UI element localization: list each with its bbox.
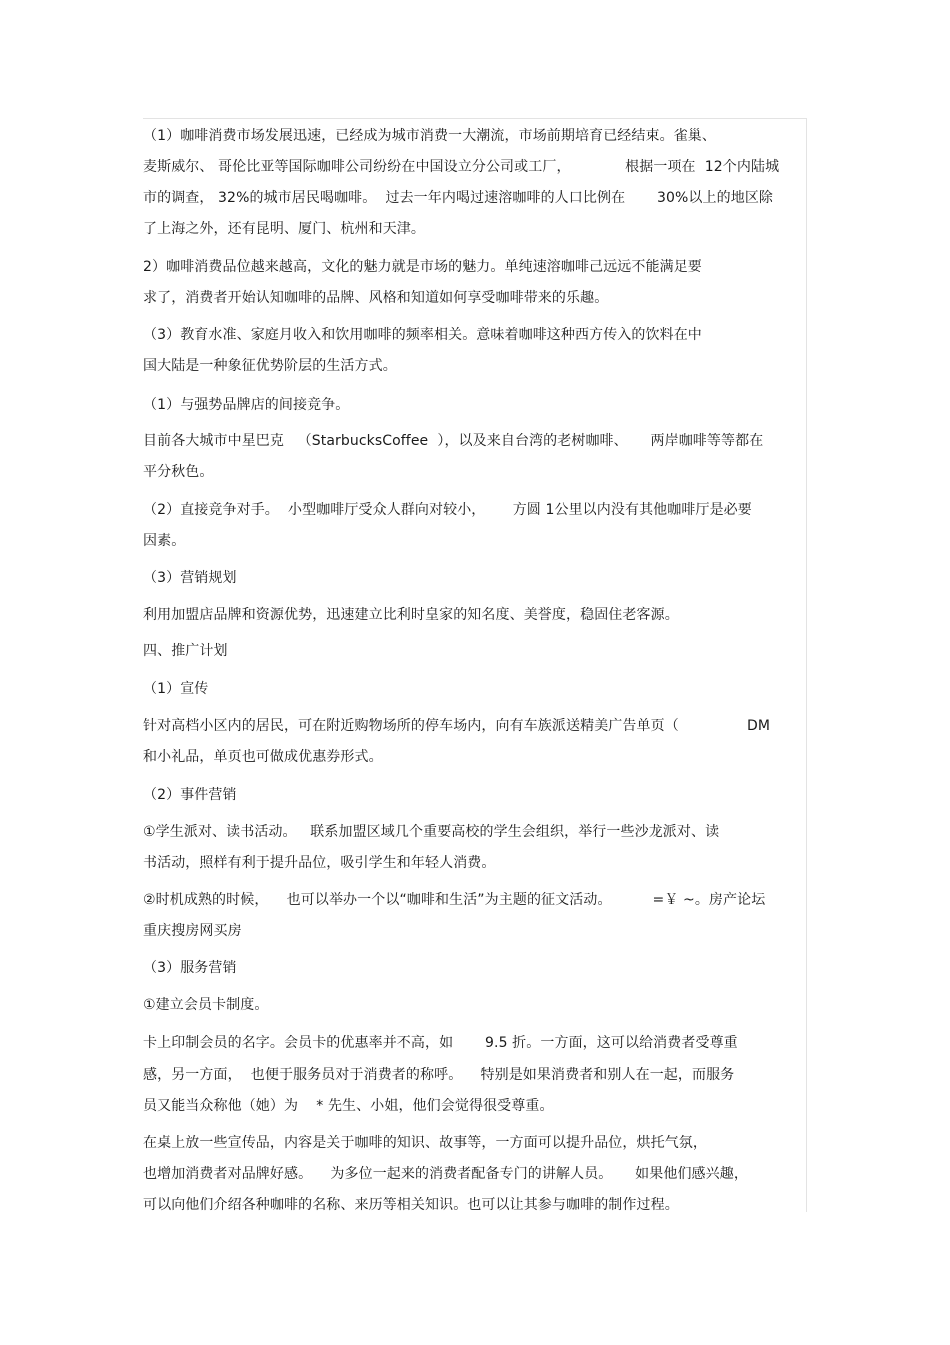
text-line: 利用加盟店品牌和资源优势，迅速建立比利时皇家的知名度、美誉度，稳固住老客源。 <box>143 607 679 623</box>
section-heading: （3）服务营销 <box>143 960 237 976</box>
text-line: 国大陆是一种象征优势阶层的生活方式。 <box>143 358 397 374</box>
text-line: 麦斯威尔、 哥伦比亚等国际咖啡公司纷纷在中国设立分公司或工厂， 根据一项在 12个内陆城 <box>143 159 780 175</box>
text-line: 和小礼品，单页也可做成优惠券形式。 <box>143 749 383 765</box>
text-line: 重庆搜房网买房 <box>143 923 242 939</box>
text-line: 也增加消费者对品牌好感。 为多位一起来的消费者配备专门的讲解人员。 如果他们感兴趣， <box>143 1166 748 1182</box>
section-heading: （3）营销规划 <box>143 570 237 586</box>
text-line: （2）直接竞争对手。 小型咖啡厅受众人群向对较小， 方圆 1公里以内没有其他咖啡厅是必要 <box>143 502 752 518</box>
page-right-border <box>806 118 807 1212</box>
text-line: 目前各大城市中星巴克 （StarbucksCoffee ），以及来自台湾的老树咖啡、 两岸咖啡等等都在 <box>143 433 764 449</box>
text-line: （3）教育水准、家庭月收入和饮用咖啡的频率相关。意味着咖啡这种西方传入的饮料在中 <box>143 327 702 343</box>
text-line: 书活动，照样有利于提升品位，吸引学生和年轻人消费。 <box>143 855 496 871</box>
text-line: 针对高档小区内的居民，可在附近购物场所的停车场内，向有车族派送精美广告单页（ DM <box>143 718 771 734</box>
section-heading: （1）宣传 <box>143 681 209 697</box>
text-line: 市的调查， 32%的城市居民喝咖啡。 过去一年内喝过速溶咖啡的人口比例在 30%以上的地区除 <box>143 190 774 206</box>
section-heading: （2）事件营销 <box>143 787 237 803</box>
text-line: 可以向他们介绍各种咖啡的名称、来历等相关知识。也可以让其参与咖啡的制作过程。 <box>143 1197 679 1213</box>
text-line: （1）咖啡消费市场发展迅速，已经成为城市消费一大潮流，市场前期培育已经结束。雀巢、 <box>143 128 717 144</box>
text-line: ①学生派对、读书活动。 联系加盟区域几个重要高校的学生会组织，举行一些沙龙派对、读 <box>143 824 720 840</box>
text-line: 因素。 <box>143 533 186 549</box>
text-line: 了上海之外，还有昆明、厦门、杭州和天津。 <box>143 221 425 237</box>
text-line: 平分秋色。 <box>143 464 214 480</box>
text-line: 卡上印制会员的名字。会员卡的优惠率并不高，如 9.5 折。一方面，这可以给消费者受尊重 <box>143 1035 738 1051</box>
section-heading: （1）与强势品牌店的间接竞争。 <box>143 397 350 413</box>
text-line: 员又能当众称他（她）为 * 先生、小姐，他们会觉得很受尊重。 <box>143 1098 554 1114</box>
text-line: ②时机成熟的时候， 也可以举办一个以“咖啡和生活”为主题的征文活动。 =￥ ~。房产论坛 <box>143 892 766 908</box>
page-top-border <box>143 118 807 119</box>
text-line: ①建立会员卡制度。 <box>143 997 269 1013</box>
text-line: 求了，消费者开始认知咖啡的品牌、风格和知道如何享受咖啡带来的乐趣。 <box>143 290 609 306</box>
text-line: 感，另一方面， 也便于服务员对于消费者的称呼。 特别是如果消费者和别人在一起，而服务 <box>143 1067 735 1083</box>
text-line: 在桌上放一些宣传品，内容是关于咖啡的知识、故事等，一方面可以提升品位，烘托气氛， <box>143 1135 707 1151</box>
section-heading: 四、推广计划 <box>143 643 228 659</box>
text-line: 2）咖啡消费品位越来越高，文化的魅力就是市场的魅力。单纯速溶咖啡己远远不能满足要 <box>143 259 702 275</box>
